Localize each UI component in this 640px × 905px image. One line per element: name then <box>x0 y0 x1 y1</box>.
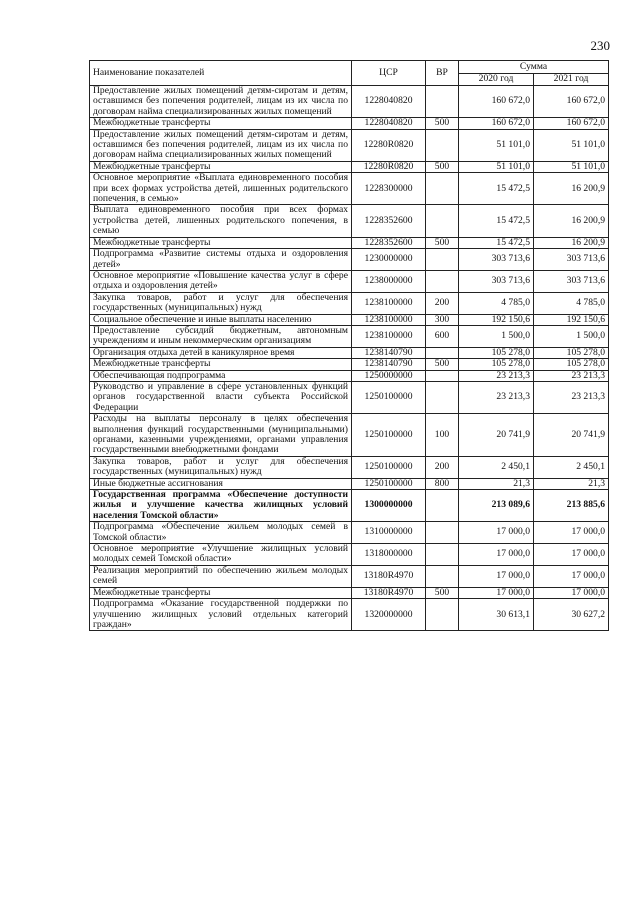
row-2020-cell: 17 000,0 <box>459 544 534 566</box>
row-2021-cell: 105 278,0 <box>534 359 609 370</box>
row-vr-cell: 200 <box>426 456 459 478</box>
row-vr-cell <box>426 347 459 358</box>
table-row <box>90 161 609 172</box>
row-2020-cell: 303 713,6 <box>459 270 534 292</box>
row-csr-cell: 1320000000 <box>352 599 426 631</box>
table-row <box>90 565 609 587</box>
table-row <box>90 314 609 325</box>
row-vr-cell: 500 <box>426 587 459 598</box>
row-csr-cell: 1228352600 <box>352 205 426 237</box>
row-csr-cell: 1238140790 <box>352 359 426 370</box>
row-csr-cell: 1300000000 <box>352 490 426 522</box>
row-name-cell: Подпрограмма «Оказание государственной поддержки по улучшению жилищных условий отдельных категорий граждан» <box>90 599 352 631</box>
row-csr-cell: 12280R0820 <box>352 129 426 161</box>
row-vr-cell: 800 <box>426 478 459 489</box>
row-2021-cell: 16 200,9 <box>534 237 609 248</box>
row-csr-cell: 1228300000 <box>352 173 426 205</box>
row-2021-cell: 160 672,0 <box>534 86 609 118</box>
row-2021-cell: 23 213,3 <box>534 370 609 381</box>
row-name-cell: Обеспечивающая подпрограмма <box>90 370 352 381</box>
row-name-cell: Иные бюджетные ассигнования <box>90 478 352 489</box>
table-row <box>90 129 609 161</box>
row-name-cell: Основное мероприятие «Выплата единовременного пособия при всех формах устройства детей, лишенных родительского попечения, в семью» <box>90 173 352 205</box>
row-name-cell: Межбюджетные трансферты <box>90 118 352 129</box>
row-2021-cell: 160 672,0 <box>534 118 609 129</box>
row-name-cell: Подпрограмма «Обеспечение жильем молодых семей в Томской области» <box>90 522 352 544</box>
row-csr-cell: 1310000000 <box>352 522 426 544</box>
row-vr-cell: 300 <box>426 314 459 325</box>
row-csr-cell: 1238140790 <box>352 347 426 358</box>
header-csr: ЦСР <box>352 61 426 86</box>
row-2020-cell: 15 472,5 <box>459 173 534 205</box>
row-2021-cell: 16 200,9 <box>534 173 609 205</box>
row-2021-cell: 23 213,3 <box>534 381 609 413</box>
row-2020-cell: 213 089,6 <box>459 490 534 522</box>
row-name-cell: Основное мероприятие «Улучшение жилищных условий молодых семей Томской области» <box>90 544 352 566</box>
row-2021-cell: 30 627,2 <box>534 599 609 631</box>
table-header <box>90 61 609 86</box>
row-name-cell: Организация отдыха детей в каникулярное время <box>90 347 352 358</box>
row-name-cell: Выплата единовременного пособия при всех формах устройства детей, лишенных родительского попечения, в семью <box>90 205 352 237</box>
row-2020-cell: 23 213,3 <box>459 381 534 413</box>
row-vr-cell <box>426 381 459 413</box>
row-name-cell: Основное мероприятие «Повышение качества услуг в сфере отдыха и оздоровления детей» <box>90 270 352 292</box>
row-2020-cell: 17 000,0 <box>459 565 534 587</box>
table-row <box>90 478 609 489</box>
row-name-cell: Предоставление жилых помещений детям-сиротам и детям, оставшимся без попечения родителей, лицам из их числа по договорам найма специализированных жилых помещений <box>90 86 352 118</box>
table-row <box>90 490 609 522</box>
row-name-cell: Межбюджетные трансферты <box>90 359 352 370</box>
row-2021-cell: 20 741,9 <box>534 414 609 457</box>
row-name-cell: Социальное обеспечение и иные выплаты населению <box>90 314 352 325</box>
budget-table <box>89 60 609 631</box>
row-vr-cell: 600 <box>426 325 459 347</box>
row-csr-cell: 1230000000 <box>352 249 426 271</box>
table-row <box>90 86 609 118</box>
table-row <box>90 292 609 314</box>
row-vr-cell <box>426 565 459 587</box>
row-2021-cell: 16 200,9 <box>534 205 609 237</box>
page-number: 230 <box>590 38 610 53</box>
row-name-cell: Межбюджетные трансферты <box>90 237 352 248</box>
table-row <box>90 359 609 370</box>
row-vr-cell <box>426 205 459 237</box>
table-row <box>90 249 609 271</box>
row-vr-cell <box>426 129 459 161</box>
row-vr-cell <box>426 86 459 118</box>
row-vr-cell <box>426 249 459 271</box>
table-row <box>90 370 609 381</box>
row-name-cell: Подпрограмма «Развитие системы отдыха и оздоровления детей» <box>90 249 352 271</box>
row-vr-cell <box>426 522 459 544</box>
row-vr-cell <box>426 173 459 205</box>
table-row <box>90 587 609 598</box>
row-2021-cell: 17 000,0 <box>534 522 609 544</box>
row-csr-cell: 1250100000 <box>352 478 426 489</box>
row-csr-cell: 1238000000 <box>352 270 426 292</box>
row-csr-cell: 1238100000 <box>352 325 426 347</box>
row-2021-cell: 51 101,0 <box>534 129 609 161</box>
header-sum: Сумма <box>459 61 609 74</box>
row-vr-cell: 100 <box>426 414 459 457</box>
table-row <box>90 381 609 413</box>
row-name-cell: Межбюджетные трансферты <box>90 161 352 172</box>
row-2021-cell: 2 450,1 <box>534 456 609 478</box>
row-2021-cell: 4 785,0 <box>534 292 609 314</box>
table-row <box>90 522 609 544</box>
row-2020-cell: 15 472,5 <box>459 205 534 237</box>
row-csr-cell: 1228352600 <box>352 237 426 248</box>
header-year-2020: 2020 год <box>459 73 534 86</box>
table-row <box>90 237 609 248</box>
row-name-cell: Закупка товаров, работ и услуг для обеспечения государственных (муниципальных) нужд <box>90 456 352 478</box>
table-row <box>90 414 609 457</box>
row-2020-cell: 17 000,0 <box>459 587 534 598</box>
row-vr-cell <box>426 490 459 522</box>
row-vr-cell: 500 <box>426 118 459 129</box>
row-csr-cell: 13180R4970 <box>352 587 426 598</box>
row-name-cell: Руководство и управление в сфере установленных функций органов государственной власти субъекта Российской Федерации <box>90 381 352 413</box>
row-2020-cell: 192 150,6 <box>459 314 534 325</box>
row-csr-cell: 1238100000 <box>352 314 426 325</box>
table-row <box>90 205 609 237</box>
row-2020-cell: 17 000,0 <box>459 522 534 544</box>
row-vr-cell <box>426 544 459 566</box>
row-2021-cell: 105 278,0 <box>534 347 609 358</box>
row-2020-cell: 51 101,0 <box>459 161 534 172</box>
row-2021-cell: 1 500,0 <box>534 325 609 347</box>
table-body <box>90 86 609 631</box>
row-2021-cell: 51 101,0 <box>534 161 609 172</box>
row-2020-cell: 105 278,0 <box>459 347 534 358</box>
table-row <box>90 456 609 478</box>
row-2021-cell: 17 000,0 <box>534 544 609 566</box>
row-2020-cell: 21,3 <box>459 478 534 489</box>
row-2020-cell: 23 213,3 <box>459 370 534 381</box>
row-2021-cell: 213 885,6 <box>534 490 609 522</box>
row-name-cell: Реализация мероприятий по обеспечению жильем молодых семей <box>90 565 352 587</box>
row-2021-cell: 17 000,0 <box>534 565 609 587</box>
table-row <box>90 173 609 205</box>
row-csr-cell: 1250100000 <box>352 414 426 457</box>
row-vr-cell <box>426 370 459 381</box>
table-row <box>90 599 609 631</box>
header-year-2021: 2021 год <box>534 73 609 86</box>
row-vr-cell: 500 <box>426 359 459 370</box>
row-2021-cell: 192 150,6 <box>534 314 609 325</box>
header-vr: ВР <box>426 61 459 86</box>
row-vr-cell <box>426 599 459 631</box>
row-vr-cell: 500 <box>426 237 459 248</box>
row-2020-cell: 51 101,0 <box>459 129 534 161</box>
row-csr-cell: 1228040820 <box>352 118 426 129</box>
table-row <box>90 270 609 292</box>
table-row <box>90 544 609 566</box>
row-name-cell: Расходы на выплаты персоналу в целях обеспечения выполнения функций государственными (муниципальными) органами, казенными учреждениями, органами управления государственными внебюджетными фондами <box>90 414 352 457</box>
row-2021-cell: 17 000,0 <box>534 587 609 598</box>
row-name-cell: Предоставление субсидий бюджетным, автономным учреждениям и иным некоммерческим организациям <box>90 325 352 347</box>
row-2020-cell: 4 785,0 <box>459 292 534 314</box>
row-name-cell: Закупка товаров, работ и услуг для обеспечения государственных (муниципальных) нужд <box>90 292 352 314</box>
row-2021-cell: 303 713,6 <box>534 249 609 271</box>
row-csr-cell: 1250000000 <box>352 370 426 381</box>
row-2020-cell: 160 672,0 <box>459 118 534 129</box>
table-row <box>90 118 609 129</box>
row-vr-cell <box>426 270 459 292</box>
row-2020-cell: 1 500,0 <box>459 325 534 347</box>
row-csr-cell: 1250100000 <box>352 456 426 478</box>
row-vr-cell: 200 <box>426 292 459 314</box>
row-name-cell: Межбюджетные трансферты <box>90 587 352 598</box>
row-name-cell: Государственная программа «Обеспечение доступности жилья и улучшение качества жилищных условий населения Томской области» <box>90 490 352 522</box>
row-csr-cell: 1250100000 <box>352 381 426 413</box>
row-2021-cell: 21,3 <box>534 478 609 489</box>
row-2020-cell: 20 741,9 <box>459 414 534 457</box>
row-csr-cell: 13180R4970 <box>352 565 426 587</box>
row-2020-cell: 30 613,1 <box>459 599 534 631</box>
row-name-cell: Предоставление жилых помещений детям-сиротам и детям, оставшимся без попечения родителей, лицам из их числа по договорам найма специализированных жилых помещений <box>90 129 352 161</box>
row-2020-cell: 2 450,1 <box>459 456 534 478</box>
table-row <box>90 325 609 347</box>
row-2020-cell: 105 278,0 <box>459 359 534 370</box>
row-2020-cell: 303 713,6 <box>459 249 534 271</box>
row-2021-cell: 303 713,6 <box>534 270 609 292</box>
row-2020-cell: 160 672,0 <box>459 86 534 118</box>
row-csr-cell: 1228040820 <box>352 86 426 118</box>
header-name: Наименование показателей <box>90 61 352 86</box>
row-vr-cell: 500 <box>426 161 459 172</box>
row-2020-cell: 15 472,5 <box>459 237 534 248</box>
row-csr-cell: 1318000000 <box>352 544 426 566</box>
table-row <box>90 347 609 358</box>
row-csr-cell: 1238100000 <box>352 292 426 314</box>
row-csr-cell: 12280R0820 <box>352 161 426 172</box>
